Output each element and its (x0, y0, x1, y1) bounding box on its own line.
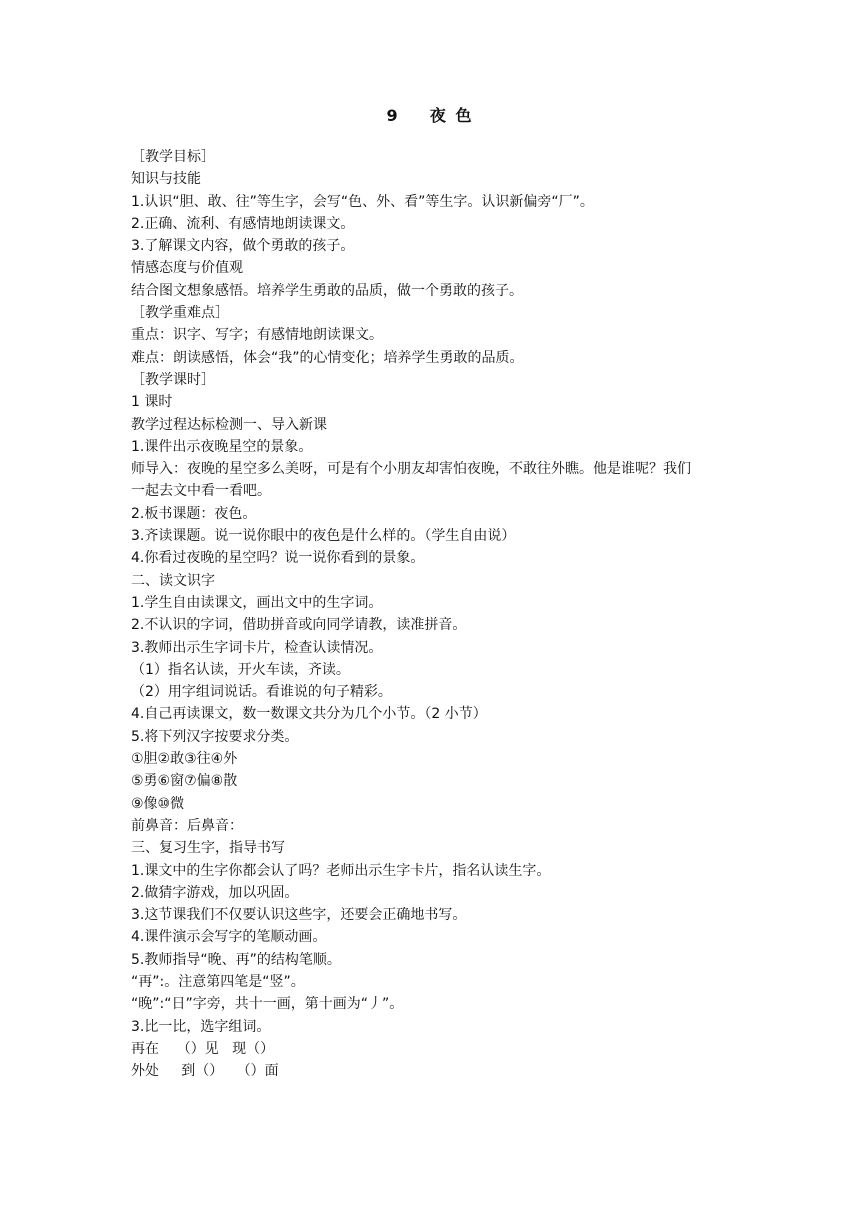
text-line: 3.比一比，选字组词。 (131, 1018, 271, 1035)
text-line: 二、读文识字 (131, 572, 215, 589)
text-line: 1.认识“胆、敢、往”等生字，会写“色、外、看”等生字。认识新偏旁“厂”。 (131, 193, 594, 210)
text-line: 1 课时 (131, 394, 173, 411)
text-line: 4.你看过夜晚的星空吗？说一说你看到的景象。 (131, 550, 425, 567)
text-line: 2.不认识的字词，借助拼音或向同学请教，读准拼音。 (131, 617, 467, 634)
text-line: 3.教师出示生字词卡片，检查认读情况。 (131, 639, 383, 656)
text-line: 5.将下列汉字按要求分类。 (131, 728, 299, 745)
text-line: 一起去文中看一看吧。 (131, 483, 271, 500)
text-line: ［教学重难点］ (131, 305, 229, 322)
text-line: ①胆②敢③往④外 (131, 751, 238, 768)
text-line: 结合图文想象感悟。培养学生勇敢的品质，做一个勇敢的孩子。 (131, 282, 523, 299)
text-line: 1.课件出示夜晚星空的景象。 (131, 438, 313, 455)
text-line: ［教学目标］ (131, 149, 215, 165)
text-line: （2）用字组词说话。看谁说的句子精彩。 (131, 684, 392, 701)
text-line: “再”:。注意第四笔是“竖”。 (131, 973, 305, 990)
text-line: 教学过程达标检测一、导入新课 (131, 416, 327, 433)
text-line: 再在 （）见 现（） (131, 1040, 275, 1057)
text-line: 1.学生自由读课文，画出文中的生字词。 (131, 594, 383, 611)
text-line: 难点：朗读感悟，体会“我”的心情变化；培养学生勇敢的品质。 (131, 349, 524, 366)
text-line: 4.自己再读课文，数一数课文共分为几个小节。（2 小节） (131, 706, 487, 723)
text-line: 外处 到（） （）面 (131, 1063, 279, 1080)
text-line: ［教学课时］ (131, 371, 215, 388)
text-line: 1.课文中的生字你都会认了吗？老师出示生字卡片，指名认读生字。 (131, 862, 551, 879)
text-line: 情感态度与价值观 (131, 260, 243, 277)
text-line: 重点：识字、写字；有感情地朗读课文。 (131, 327, 383, 344)
text-line: 三、复习生字，指导书写 (131, 840, 285, 857)
text-line: 2.正确、流利、有感情地朗读课文。 (131, 215, 355, 232)
text-line: 知识与技能 (131, 171, 201, 188)
text-line: “晚”:“日”字旁，共十一画，第十画为“丿”。 (131, 996, 404, 1013)
text-line: 3.这节课我们不仅要认识这些字，还要会正确地书写。 (131, 907, 467, 924)
lesson-title: 9 夜 色 (386, 106, 474, 125)
text-line: 3.齐读课题。说一说你眼中的夜色是什么样的。（学生自由说） (131, 528, 516, 545)
text-line: 2.板书课题：夜色。 (131, 505, 257, 522)
text-line: ⑤勇⑥窗⑦偏⑧散 (131, 773, 238, 790)
text-line: 师导入：夜晚的星空多么美呀，可是有个小朋友却害怕夜晚，不敢往外瞧。他是谁呢？我们 (131, 461, 691, 478)
lesson-body (131, 146, 736, 1082)
text-line: 前鼻音：后鼻音： (131, 817, 243, 834)
text-line: 2.做猜字游戏，加以巩固。 (131, 884, 299, 901)
text-line: （1）指名认读，开火车读，齐读。 (131, 661, 350, 678)
text-line: 5.教师指导“晚、再”的结构笔顺。 (131, 951, 341, 968)
text-line: ⑨像⑩微 (131, 795, 185, 812)
text-line: 3.了解课文内容，做个勇敢的孩子。 (131, 238, 355, 255)
text-line: 4.课件演示会写字的笔顺动画。 (131, 929, 327, 946)
